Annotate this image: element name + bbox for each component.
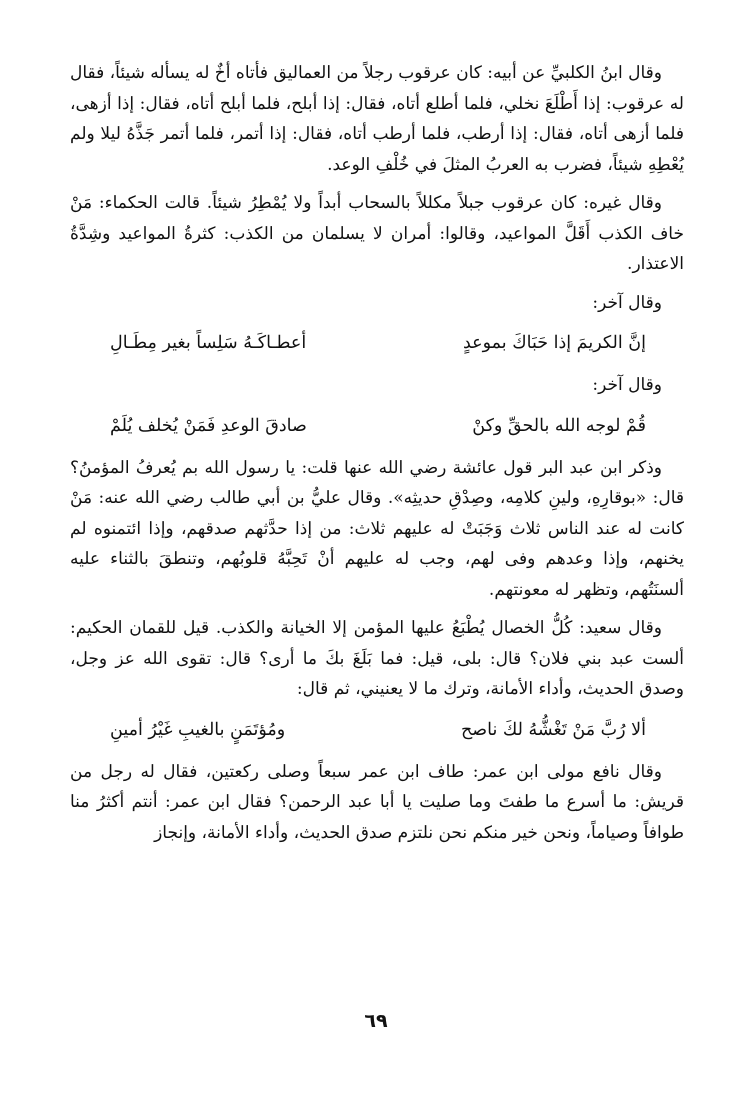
paragraph-nafi: وقال نافع مولى ابن عمر: طاف ابن عمر سبعاً وصلى ركعتين، فقال له رجل من قريش: ما أسرع ما طفتَ وما صليت يا أبا عبد الرحمن؟ فقال ابن عمر: أنتم أكثرُ منا طوافاً وصياماً، ونحن خير منكم نحن نلتزم صدق الحديث، وأداء الأمانة، وإنجاز: [70, 761, 684, 843]
verse-intro: وقال آخر:: [592, 292, 662, 313]
paragraph-urqub-mountain: وقال غيره: كان عرقوب جبلاً مكللاً بالسحاب أبداً ولا يُمْطِرُ شيئاً. قالت الحكماء: مَنْ خاف الكذب أَقَلَّ المواعيد، وقالوا: أمران لا يسلمان من الكذب: كثرةُ المواعيد وشِدَّةُ الاعتذار.: [70, 193, 684, 274]
verse-line: [70, 715, 684, 745]
verse-second-hemistich: ومُؤتَمَنٍ بالغيبِ غَيْرُ أمينِ: [110, 719, 286, 740]
verse-second-hemistich: أعطـاكَـهُ سَلِساً بغير مِطَـالِ: [110, 333, 307, 353]
page-body: [70, 58, 684, 856]
verse-line: [70, 411, 684, 441]
verse-first-hemistich: ألا رُبَّ مَنْ تَغْشُّهُ لكَ ناصح: [460, 719, 646, 740]
verse-first-hemistich: قُمْ لوجه الله بالحقِّ وكنْ: [472, 415, 646, 436]
page-number: ٦٩: [364, 1010, 388, 1032]
verse-first-hemistich: إنَّ الكريمَ إذا حَبَاكَ بموعدٍ: [462, 333, 646, 353]
paragraph-luqman: وقال سعيد: كُلُّ الخصال يُطْبَعُ عليها المؤمن إلا الخيانة والكذب. قيل للقمان الحكيم: ألست عبد بني فلان؟ قال: بلى، قيل: فما بَلَغَ بكَ ما أرى؟ قال: تقوى الله عز وجل، وصدق الحديث، وأداء الأمانة، وترك ما لا يعنيني، ثم قال:: [70, 618, 684, 699]
paragraph-aisha-hadith: وذكر ابن عبد البر قول عائشة رضي الله عنها قلت: يا رسول الله بم يُعرفُ المؤمنُ؟ قال: «بوقارِهِ، ولينِ كلامِه، وصِدْقِ حديثِه». وقال عليُّ بن أبي طالب رضي الله عنه: مَنْ كانت له عند الناس ثلاث وَجَبَتْ له عليهم ثلاث: من إذا حدَّثهم صدقهم، وإذا ائتمنوه لم يخنهم، وإذا وعدهم وفى لهم، وجب له عليهم أنْ تَحِبَّهُ قلوبُهم، وتنطقَ بالثناء عليه ألسنَتُهم، وتظهر له معونتهم.: [70, 457, 684, 600]
verse-second-hemistich: صادقَ الوعدِ فَمَنْ يُخلف يُلَمْ: [110, 415, 307, 436]
paragraph-urqub-story: وقال ابنُ الكلبيِّ عن أبيه: كان عرقوب رجلاً من العماليق فأتاه أخٌ له يسأله شيئاً، فقال له عرقوب: إذا أَطْلَعَ نخلي، فلما أطلع أتاه، فقال: إذا أبلح، فلما أبلح أتاه، فقال: إذا أزهى، فلما أزهى أتاه، فقال: إذا أرطب، فلما أرطب أتاه، فقال: إذا أتمر، فلما أتمر جَذَّهُ ليلا ولم يُعْطِهِ شيئاً، فضرب به العربُ المثلَ في خُلْفِ الوعد.: [70, 63, 684, 175]
verse-line: [70, 328, 684, 358]
verse-intro: وقال آخر:: [592, 375, 662, 395]
